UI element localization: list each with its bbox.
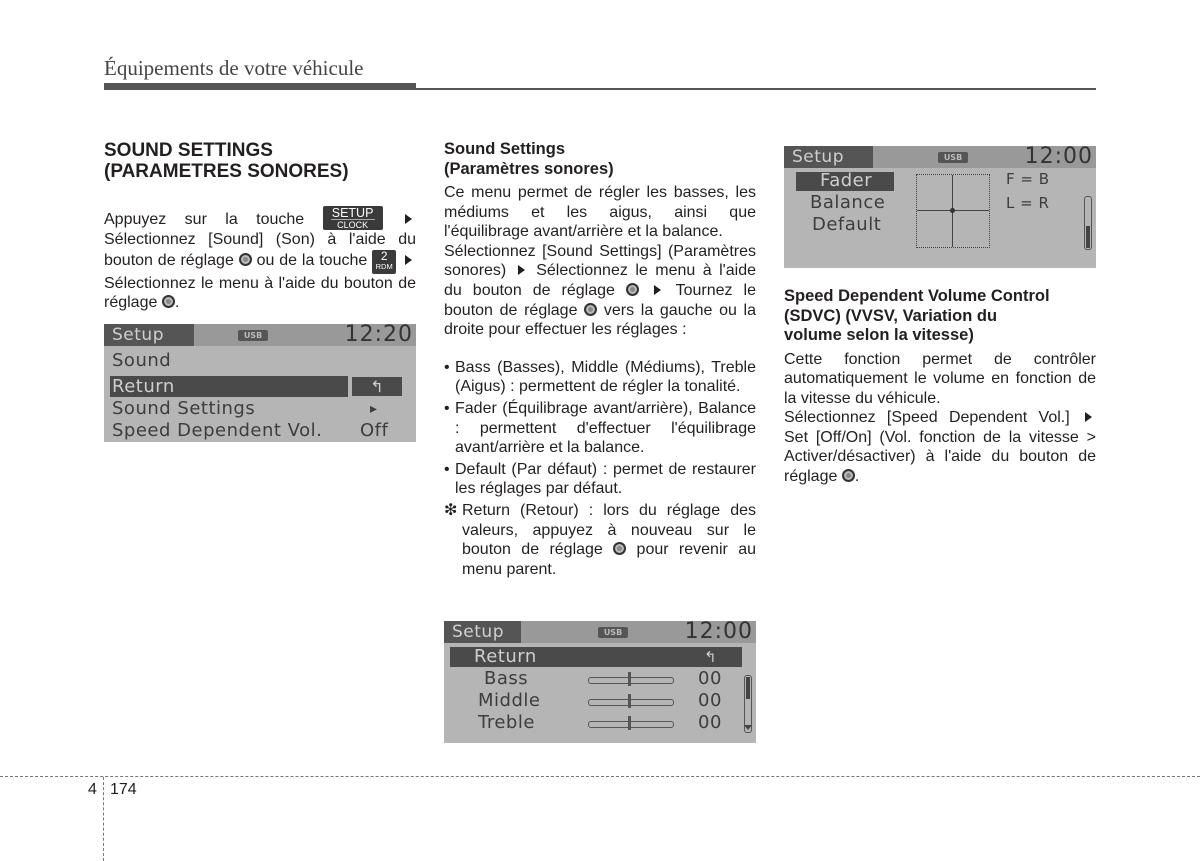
usb-icon: USB xyxy=(238,330,268,341)
header-rule-thick xyxy=(104,83,416,90)
paragraph xyxy=(784,408,1096,486)
text-run: Sélectionnez [Sound Settings] (Paramètres sonores) xyxy=(444,242,756,280)
slider-track xyxy=(588,677,674,684)
list-item: • Fader (Équilibrage avant/arrière), Balance : permettent d'effectuer l'équilibrage avant/arrière et la balance. xyxy=(444,399,756,457)
lcd-tab-setup: Setup xyxy=(444,621,521,643)
heading-line-2: (Paramètres sonores) xyxy=(444,159,614,178)
arrow-right-icon xyxy=(654,285,661,295)
page-header-title: Équipements de votre véhicule xyxy=(104,56,364,80)
text-run: pour revenir au menu parent. xyxy=(462,541,756,578)
lcd-tab-setup: Setup xyxy=(784,146,873,168)
text-run: Sélectionnez [Sound] (Son) à l'aide du bouton de réglage xyxy=(104,231,416,269)
slider-thumb xyxy=(628,672,631,686)
lcd-clock: 12:00 xyxy=(684,621,753,644)
paragraph xyxy=(444,242,756,340)
balance-value: L = R xyxy=(1006,194,1050,212)
note-mark-icon: ❇ xyxy=(444,501,458,519)
text-run: Return (Retour) : lors du réglage des valeurs, appuyez à nouveau sur le bouton de réglage xyxy=(462,501,756,559)
note xyxy=(444,501,756,579)
arrow-right-icon xyxy=(405,214,412,224)
list-item: • Bass (Basses), Middle (Médiums), Treble (Aigus) : permettent de régler la tonalité. xyxy=(444,358,756,396)
fader-balance-grid xyxy=(916,174,990,248)
section-heading xyxy=(444,140,756,179)
section-heading xyxy=(104,140,416,182)
text-run: . xyxy=(854,468,860,486)
balance-point xyxy=(950,208,955,213)
heading-line-2: (PARAMETRES SONORES) xyxy=(104,161,349,182)
scrollbar-thumb xyxy=(746,677,750,699)
tune-knob-icon xyxy=(626,283,639,296)
column-1 xyxy=(104,140,416,313)
text-run: Sélectionnez le menu à l'aide du bouton de réglage xyxy=(104,274,416,312)
arrow-right-icon xyxy=(518,265,525,275)
return-icon: ↰ xyxy=(704,648,718,666)
usb-icon: USB xyxy=(598,627,628,638)
lcd-row-return: Return xyxy=(474,646,537,667)
lcd-clock: 12:20 xyxy=(344,324,413,347)
setup-clock-key-icon: SETUP CLOCK xyxy=(323,206,383,230)
scroll-down-icon xyxy=(744,725,752,730)
slider-track xyxy=(588,699,674,706)
lcd-clock: 12:00 xyxy=(1024,146,1093,169)
tune-knob-icon xyxy=(613,542,626,555)
column-2 xyxy=(444,140,756,579)
slider-thumb xyxy=(628,716,631,730)
lcd-row-sound-settings: Sound Settings xyxy=(112,398,256,419)
text-run: ou de la touche xyxy=(256,251,368,269)
heading-line-1: SOUND SETTINGS xyxy=(104,140,273,161)
text-run: . xyxy=(174,294,180,312)
slider-thumb xyxy=(628,694,631,708)
lcd-row-middle: Middle xyxy=(478,690,541,711)
text-run: Appuyez sur la touche xyxy=(104,211,305,228)
fader-value: F = B xyxy=(1006,170,1050,188)
lcd-row-bass: Bass xyxy=(484,668,529,689)
footer-divider xyxy=(103,777,104,861)
tune-knob-icon xyxy=(842,469,855,482)
footer-rule xyxy=(0,776,1200,777)
lcd-row-speed-dependent: Speed Dependent Vol. xyxy=(112,420,323,441)
heading-line-3: volume selon la vitesse) xyxy=(784,326,974,344)
lcd-row-balance: Balance xyxy=(810,192,886,213)
lcd-row-default: Default xyxy=(812,214,882,235)
heading-line-2: (SDVC) (VVSV, Variation du xyxy=(784,306,998,325)
text-run: Sélectionnez [Speed Dependent Vol.] xyxy=(784,409,1070,427)
text-run: Tournez le bouton de réglage xyxy=(444,281,756,319)
return-icon: ↰ xyxy=(352,377,402,396)
lcd-screen-fader-balance xyxy=(784,146,1096,268)
heading-line-1: Speed Dependent Volume Control xyxy=(784,287,1050,305)
scrollbar-thumb xyxy=(1086,226,1090,248)
tune-knob-icon xyxy=(584,303,597,316)
paragraph: Ce menu permet de régler les basses, les médiums et les aigus, ainsi que l'équilibrage avant/arrière et la balance. xyxy=(444,184,756,241)
chapter-number: 4 xyxy=(88,781,97,798)
arrow-right-icon xyxy=(1085,412,1092,422)
lcd-row-sound: Sound xyxy=(112,350,172,371)
intro-paragraph xyxy=(104,206,416,313)
slider-track xyxy=(588,721,674,728)
tune-knob-icon xyxy=(162,295,175,308)
submenu-arrow-icon: ▸ xyxy=(370,401,378,417)
lcd-value: 00 xyxy=(698,690,722,711)
heading-line-1: Sound Settings xyxy=(444,140,565,158)
lcd-screen-tone xyxy=(444,621,756,743)
column-3 xyxy=(784,287,1096,487)
text-run: Sélectionnez le menu à l'aide du bouton de réglage xyxy=(444,262,756,299)
list-item: • Default (Par défaut) : permet de restaurer les réglages par défaut. xyxy=(444,460,756,498)
lcd-value-off: Off xyxy=(360,420,389,441)
bullet-list xyxy=(444,358,756,499)
usb-icon: USB xyxy=(938,152,968,163)
header-rule-thin xyxy=(416,88,1096,90)
lcd-value: 00 xyxy=(698,668,722,689)
lcd-screen-sound-menu xyxy=(104,324,416,442)
text-run: Set [Off/On] (Vol. fonction de la vitesse > Activer/désactiver) à l'aide du bouton de réglage xyxy=(784,428,1096,486)
lcd-row-treble: Treble xyxy=(478,712,535,733)
key-2-rdm-icon: 2 RDM xyxy=(372,250,396,274)
page-number: 174 xyxy=(110,781,137,798)
lcd-row-return: Return xyxy=(112,376,175,397)
paragraph: Cette fonction permet de contrôler automatiquement le volume en fonction de la vitesse du véhicule. xyxy=(784,350,1096,407)
section-heading xyxy=(784,287,1096,346)
lcd-tab-setup: Setup xyxy=(104,324,194,346)
tune-knob-icon xyxy=(239,253,252,266)
lcd-value: 00 xyxy=(698,712,722,733)
text-run: vers la gauche ou la droite pour effectuer les réglages : xyxy=(444,301,757,339)
arrow-right-icon xyxy=(405,255,412,265)
lcd-row-fader: Fader xyxy=(820,170,873,191)
